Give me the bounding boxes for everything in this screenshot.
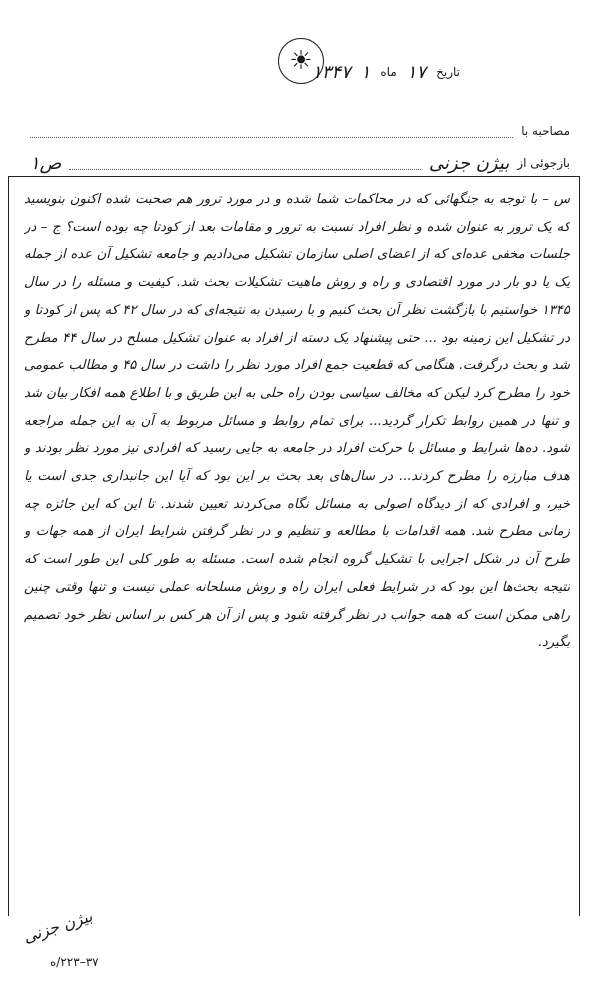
interrogation-row xyxy=(30,150,570,176)
interview-row xyxy=(30,120,570,142)
date-year: ۱۳۴۷ xyxy=(312,61,351,83)
reference-code: ۳۷–۲۲۳/ه xyxy=(50,955,99,969)
lion-and-sun-emblem-icon: ☀ xyxy=(278,38,324,84)
handwritten-body xyxy=(24,186,570,901)
interrogation-label: بازجوئی از xyxy=(517,156,570,170)
interrogation-line xyxy=(69,157,420,170)
date-label: تاریخ xyxy=(436,65,460,79)
signature: بیژن جزنی xyxy=(20,906,95,947)
header-date xyxy=(20,60,460,84)
date-month: ۱ xyxy=(360,61,371,83)
date-month-label: ماه xyxy=(380,65,397,79)
sheet-mark: ص۱ xyxy=(30,152,62,174)
interview-label: مصاحبه با xyxy=(521,124,570,138)
body-paragraph: س – با توجه به جنگهائی که در محاکمات شما شده و در مورد ترور هم صحبت شده اکنون بنویسید که یک ترور به عنوان شده و نظر افراد نسبت به ترور و مقامات بعد از کودتا چه بوده است؟ ج – در جلسات مخفی عده‌ای که از اعضای اصلی سازمان تشکیل می‌دادیم و جامعه تشکیل آن عده از جمله یک یا دو بار در مورد اقتصادی و راه و روش ماهیت تشکیلات بحث شد. کیفیت و مسئله را در سال ۱۳۴۵ خواستیم با بازگشت نظر آن بحث کنیم و با رسیدن به نتیجه‌ای که در سال ۴۲ که پس از کودتا و در تشکیل این زمینه بود ... حتی پیشنهاد یک دسته از افراد به عنوان تشکیل مسلح در سال ۴۴ مطرح شد و بحث درگرفت. هنگامی که قطعیت جمع افراد مورد نظر را داشت در سال ۴۵ و مطالب عمومی خود را مطرح کرد لیکن که مخالف سیاسی بودن راه حلی به این طریق و با اطلاع همه افکار بیان شد و تنها در همین روابط تکرار گردید... برای تمام روابط و مسائل مربوط به آن به این جمله مراجعه شود. ده‌ها شرایط و مسائل با حرکت افراد در جامعه به جایی رسید که افرادی نیز مورد نظر بودند و هدف مبارزه را مطرح کردند... در سال‌های بعد بحث بر این بود که آیا این جانبداری جدی است یا خیر، و افرادی که از دیدگاه اصولی به مسائل نگاه می‌کردند تعیین شدند. تا این که این جائزه چه زمانی مطرح شد. همه اقدامات با مطالعه و تنظیم و در نظر گرفتن شرایط ایران از همه جهات و طرح آن در شکل اجرایی با تشکیل گروه انجام شده است. مسئله به طور کلی این طور است که نتیجه بحث‌ها این بود که در شرایط فعلی ایران راه و روش مسلحانه عملی نیست و تنها وقتی چنین راهی ممکن است که همه جوانب در نظر گرفته شود و پس از آن هر کس بر اساس نظر خود تصمیم بگیرد. xyxy=(24,192,570,651)
interrogation-subject: بیژن جزنی xyxy=(428,152,510,174)
date-day: ۱۷ xyxy=(406,61,427,83)
interview-line xyxy=(30,125,513,138)
